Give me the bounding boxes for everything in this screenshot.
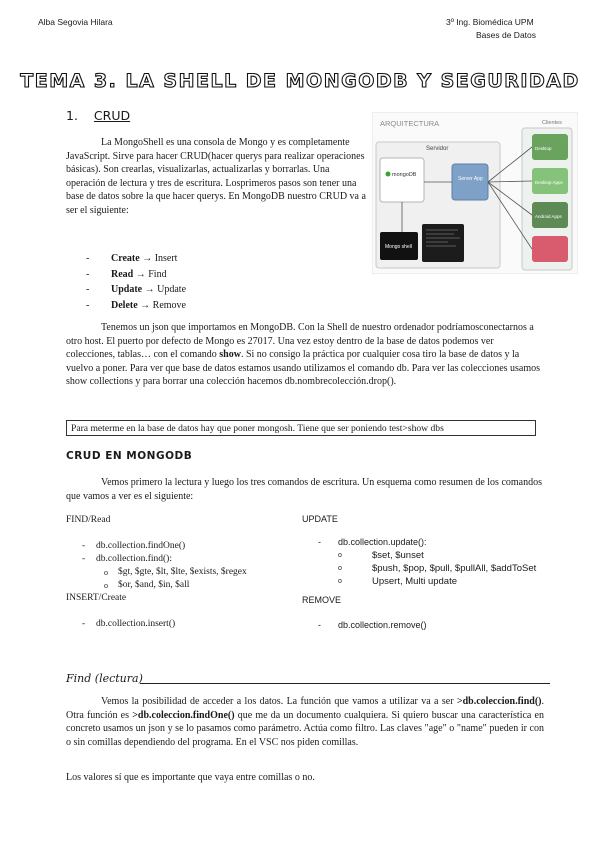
header-course: 3º Ing. Biomédica UPM bbox=[446, 17, 534, 27]
list-item: o $set, $unset bbox=[302, 549, 562, 562]
update-title: UPDATE bbox=[302, 514, 338, 524]
crud-list bbox=[86, 251, 286, 313]
section-heading-crud-mongodb: CRUD EN MONGODB bbox=[66, 450, 193, 462]
section-heading-find: Find (lectura) bbox=[66, 672, 143, 685]
list-item: - Read → Find bbox=[86, 267, 286, 283]
diagram-title: ARQUITECTURA bbox=[380, 119, 440, 128]
section-number: 1. bbox=[66, 108, 78, 123]
list-item: - db.collection.findOne() bbox=[66, 540, 326, 553]
list-item: o Upsert, Multi update bbox=[302, 575, 562, 588]
list-item: - Update → Update bbox=[86, 282, 286, 298]
find-title: FIND/Read bbox=[66, 515, 111, 525]
page-title: TEMA 3. LA SHELL DE MONGODB Y SEGURIDAD bbox=[20, 70, 580, 92]
list-item: - Create → Insert bbox=[86, 251, 286, 267]
list-item: o $gt, $gte, $lt, $lte, $exists, $regex bbox=[66, 566, 326, 579]
values-note: Los valores sí que es importante que vaya entre comillas o no. bbox=[66, 772, 315, 783]
mongodb-box bbox=[380, 158, 424, 202]
list-item: - db.collection.find(): bbox=[66, 553, 326, 566]
list-item: - Delete → Remove bbox=[86, 298, 286, 314]
server-app-label: Server App bbox=[458, 176, 483, 182]
heading-rule bbox=[140, 683, 550, 684]
intro-paragraph: La MongoShell es una consola de Mongo y es completamente JavaScript. Sirve para hacer CRUD(hacer querys para realizar operaciones básicas). Son crearlas, visualizarlas, actualizarlas y borrarlas. Una operación de lectura y tres de escritura. Losprimeros pasos son tener una base de datos sobre la que hacer querys. En MongoDB nuestro CRUD va a ser el siguiente: bbox=[66, 137, 366, 216]
svg-text:Desktop: Desktop bbox=[535, 146, 552, 151]
mongodb-label: mongoDB bbox=[392, 172, 417, 178]
mongodb-leaf-icon bbox=[386, 172, 391, 177]
svg-text:Android Apps: Android Apps bbox=[535, 214, 562, 219]
header-author: Alba Segovia Hilara bbox=[38, 17, 113, 27]
list-item: - db.collection.remove() bbox=[302, 619, 562, 632]
paragraph-mongodb-json: Tenemos un json que importamos en MongoDB. Con la Shell de nuestro ordenador podríamosconectarnos a otro host. El puerto por defecto de Mongo es 27017. Una vez estoy dentro de la base de datos podemos ver colecciones, tablas… con el comando show. Si no consigo la práctica por cualquier cosa tiro la base de datos y la vuelvo a poner. Para ver que base de datos estamos usando utilizamos el comando db. Para ver las colecciones usamos show collections y para borrar una colección hacemos db.nombrecolección.drop(). bbox=[66, 322, 541, 387]
update-remove-column bbox=[302, 513, 562, 632]
remove-title: REMOVE bbox=[302, 595, 342, 605]
summary-intro: Vemos primero la lectura y luego los tres comandos de escritura. Un esquema como resumen de los comandos que vamos a ver es el siguiente: bbox=[66, 477, 542, 502]
clients-label: Clientes bbox=[542, 120, 562, 126]
insert-title: INSERT/Create bbox=[66, 593, 127, 603]
client-web bbox=[532, 236, 568, 262]
list-item: o $or, $and, $in, $all bbox=[66, 579, 326, 592]
section-title: CRUD bbox=[93, 108, 131, 123]
find-insert-column bbox=[66, 514, 326, 631]
svg-text:Desktop Apps: Desktop Apps bbox=[535, 180, 563, 185]
server-app-box bbox=[452, 164, 488, 200]
section-heading-crud bbox=[66, 108, 130, 123]
server-label: Servidor bbox=[426, 146, 449, 152]
list-item: - db.collection.insert() bbox=[66, 618, 326, 631]
architecture-diagram bbox=[372, 112, 578, 274]
list-item: o $push, $pop, $pull, $pullAll, $addToSet bbox=[302, 562, 562, 575]
mongo-shell-label: Mongo shell bbox=[385, 244, 412, 250]
list-item: - db.collection.update(): bbox=[302, 536, 562, 549]
find-paragraph: Vemos la posibilidad de acceder a los datos. La función que vamos a utilizar va a ser >db.coleccion.find(). Otra función es >db.coleccion.findOne() que me da un documento cualquiera. Si quiero buscar una característica en concreto usamos un json y se lo pasamos como parámetro. Actúa como filtro. Las claves "age" o "name" pueden ir con o sin comillas dependiendo del programa. En el VSC nos piden comillas. bbox=[66, 696, 544, 748]
header-subject: Bases de Datos bbox=[476, 30, 537, 40]
boxed-note: Para meterme en la base de datos hay que poner mongosh. Tiene que ser poniendo test>show dbs bbox=[66, 420, 536, 436]
